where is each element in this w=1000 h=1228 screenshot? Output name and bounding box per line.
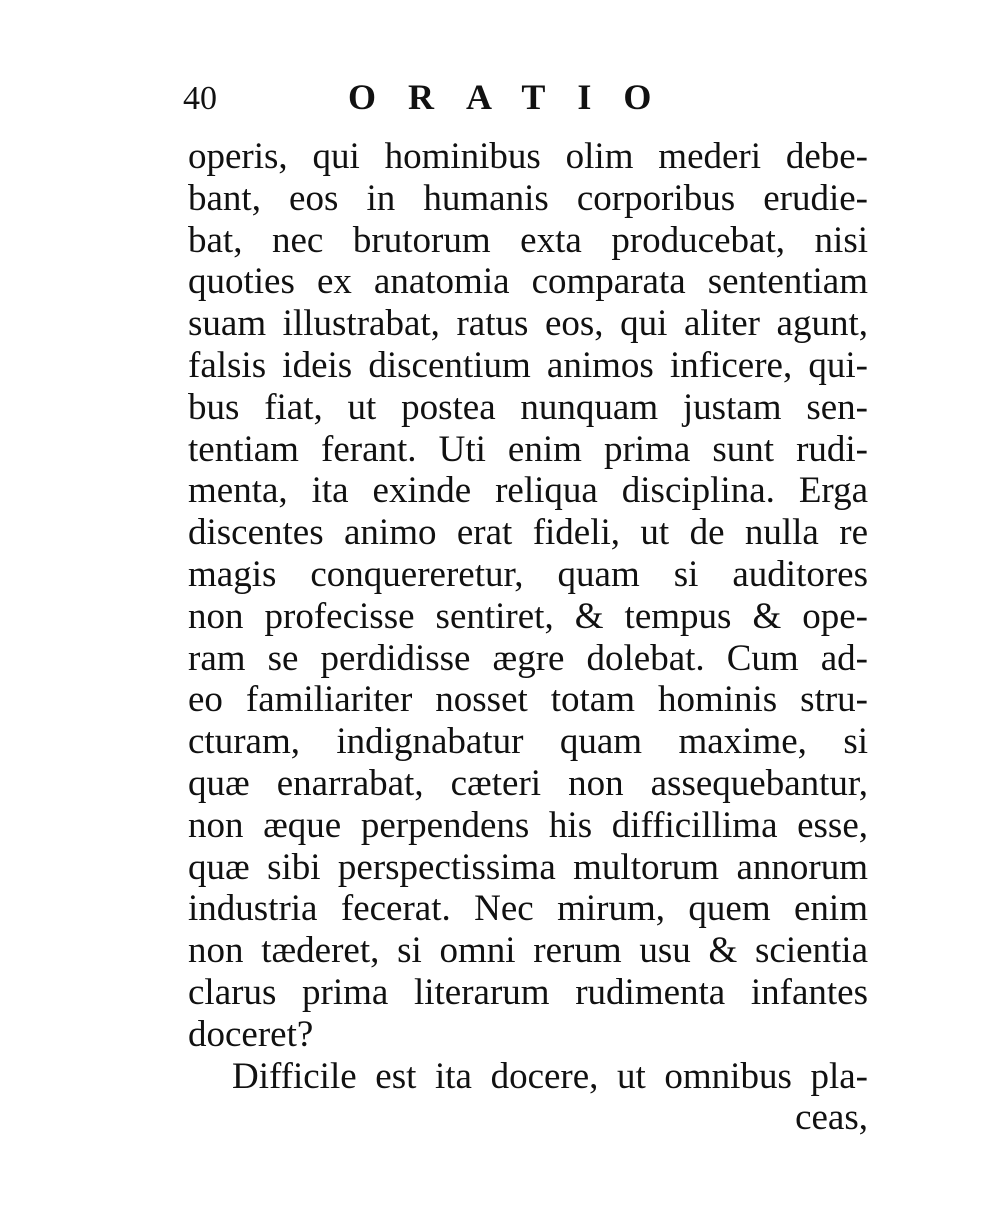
- catchword: ceas,: [795, 1097, 868, 1139]
- text-line: tentiam ferant. Uti enim prima sunt rudi-: [188, 428, 868, 470]
- text-line: cturam, indignabatur quam maxime, si: [188, 721, 868, 763]
- text-line: non profecisse sentiret, & tempus & ope-: [188, 595, 868, 637]
- text-line: doceret?: [188, 1013, 314, 1055]
- body-text: [188, 136, 868, 1139]
- text-line: non tæderet, si omni rerum usu & scientia: [188, 930, 868, 972]
- text-line: industria fecerat. Nec mirum, quem enim: [188, 888, 868, 930]
- text-line: bus fiat, ut postea nunquam justam sen-: [188, 386, 868, 428]
- text-line: quoties ex anatomia comparata sententiam: [188, 261, 868, 303]
- text-line: magis conquereretur, quam si auditores: [188, 553, 868, 595]
- text-line: bat, nec brutorum exta producebat, nisi: [188, 219, 868, 261]
- text-line: ram se perdidisse ægre dolebat. Cum ad-: [188, 637, 868, 679]
- running-head: ORATIO: [348, 77, 684, 117]
- text-line: suam illustrabat, ratus eos, qui aliter agunt,: [188, 303, 868, 345]
- text-line: quæ enarrabat, cæteri non assequebantur,: [188, 762, 868, 804]
- text-line: operis, qui hominibus olim mederi debe-: [188, 136, 868, 177]
- paragraph-start-line: Difficile est ita docere, ut omnibus pla-: [232, 1055, 868, 1097]
- text-line: eo familiariter nosset totam hominis stru-: [188, 679, 868, 721]
- page-number: 40: [183, 80, 217, 117]
- page-header: [183, 76, 883, 126]
- text-line: non æque perpendens his difficillima esse,: [188, 804, 868, 846]
- text-line: discentes animo erat fideli, ut de nulla re: [188, 512, 868, 554]
- text-line: clarus prima literarum rudimenta infantes: [188, 971, 868, 1013]
- text-line: bant, eos in humanis corporibus erudie-: [188, 177, 868, 219]
- text-line: menta, ita exinde reliqua disciplina. Erga: [188, 470, 868, 512]
- text-line: falsis ideis discentium animos inficere, qui-: [188, 344, 868, 386]
- text-line: quæ sibi perspectissima multorum annorum: [188, 846, 868, 888]
